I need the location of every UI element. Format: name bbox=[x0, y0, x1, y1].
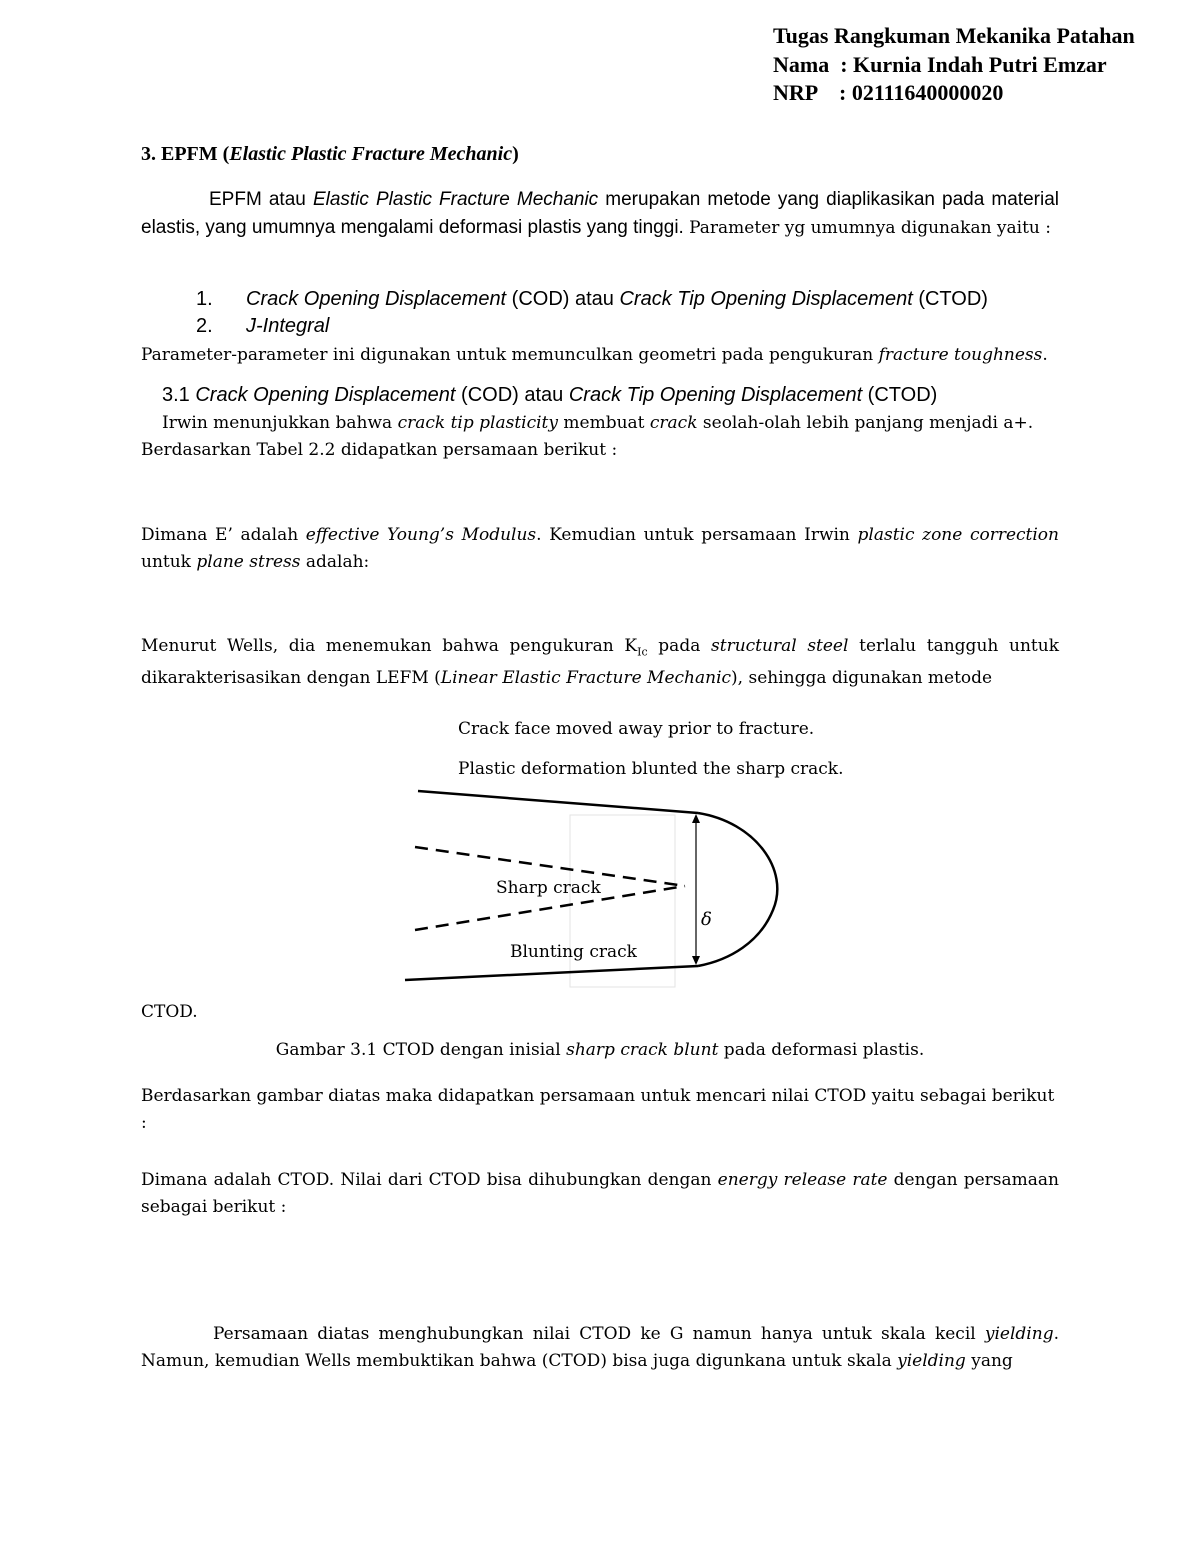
dimana1-text-4: adalah: bbox=[300, 552, 370, 572]
list-item-1 bbox=[196, 288, 988, 311]
header-nrp: NRP : 02111640000020 bbox=[773, 80, 1004, 105]
dimana1-text-2: . Kemudian untuk persamaan Irwin bbox=[536, 525, 858, 545]
wells-text-1: Menurut Wells, dia menemukan bahwa pengukuran K bbox=[141, 636, 638, 656]
dimana2-text-1: Dimana adalah CTOD. Nilai dari CTOD bisa dihubungkan dengan bbox=[141, 1170, 718, 1190]
upper-crack-face bbox=[418, 791, 698, 813]
intro-text-3: Parameter yg umumnya digunakan yaitu : bbox=[689, 218, 1052, 238]
dimana1-italic-2: plastic zone correction bbox=[857, 525, 1059, 545]
dimana2-text-2: dengan persamaan sebagai berikut : bbox=[141, 1170, 1059, 1217]
list-text-2: (CTOD) bbox=[912, 288, 988, 310]
params-text: Parameter-parameter ini digunakan untuk memunculkan geometri pada pengukuran bbox=[141, 345, 879, 365]
list-item-2 bbox=[196, 315, 329, 338]
last-text-2: . Namun, kemudian Wells membuktikan bahwa (CTOD) bisa juga digunkana untuk skala bbox=[141, 1324, 1059, 1371]
intro-text-2: merupakan metode yang diaplikasikan pada material elastis, yang umumnya mengalami deformasi plastis yang tinggi. bbox=[141, 189, 1059, 238]
wells-paragraph bbox=[141, 633, 1059, 692]
dimana1-text-1: Dimana E’ adalah bbox=[141, 525, 306, 545]
caption-text-2: pada deformasi plastis. bbox=[718, 1040, 925, 1060]
figure-label-blunt: Blunting crack bbox=[510, 942, 637, 962]
subsection-heading bbox=[162, 384, 937, 407]
wells-text-4: ), sehingga digunakan metode bbox=[731, 668, 993, 689]
section-close: ) bbox=[512, 143, 519, 165]
wells-text-3: terlalu tangguh untuk dikarakterisasikan dengan LEFM ( bbox=[141, 636, 1059, 689]
list-num: 1. bbox=[196, 288, 213, 310]
irwin-line-2: Berdasarkan Tabel 2.2 didapatkan persamaan berikut : bbox=[141, 440, 618, 460]
last-paragraph bbox=[141, 1321, 1059, 1375]
wells-italic-1: structural steel bbox=[711, 636, 849, 656]
irwin-paragraph bbox=[141, 410, 1059, 464]
subsection-text-2: (COD) atau bbox=[455, 384, 569, 406]
wells-italic-2: Linear Elastic Fracture Mechanic bbox=[440, 668, 732, 689]
last-italic-2: yielding bbox=[897, 1351, 966, 1371]
figure-label-delta: δ bbox=[701, 909, 712, 930]
dimana1-text-3: untuk bbox=[141, 552, 197, 572]
ctod-word: CTOD. bbox=[141, 1002, 198, 1022]
irwin-text-2: membuat bbox=[557, 413, 650, 433]
intro-text-1: EPFM atau bbox=[209, 189, 313, 210]
params-italic: fracture toughness bbox=[878, 345, 1043, 365]
header-block bbox=[773, 22, 1135, 108]
dimana1-italic-1: effective Young’s Modulus bbox=[305, 525, 537, 545]
blunted-crack-tip bbox=[698, 813, 777, 966]
figure-caption bbox=[141, 1040, 1059, 1060]
lower-crack-face bbox=[405, 966, 698, 980]
figure-label-top2: Plastic deformation blunted the sharp crack. bbox=[458, 759, 844, 779]
list-italic-1: J-Integral bbox=[246, 315, 330, 337]
subsection-text-3: (CTOD) bbox=[862, 384, 938, 406]
irwin-italic-1: crack tip plasticity bbox=[397, 413, 558, 433]
caption-italic: sharp crack blunt bbox=[566, 1040, 719, 1060]
irwin-line-1 bbox=[141, 410, 1059, 437]
list-text-1: (COD) atau bbox=[506, 288, 620, 310]
dimana1-italic-3: plane stress bbox=[196, 552, 301, 572]
params-line bbox=[141, 342, 1059, 369]
irwin-italic-2: crack bbox=[649, 413, 698, 433]
subsection-italic-2: Crack Tip Opening Displacement bbox=[568, 384, 863, 406]
irwin-text-3: seolah-olah lebih panjang menjadi a+. bbox=[697, 413, 1034, 433]
header-name: Nama : Kurnia Indah Putri Emzar bbox=[773, 51, 1107, 77]
last-text-1: Persamaan diatas menghubungkan nilai CTOD ke G namun hanya untuk skala kecil bbox=[213, 1324, 985, 1344]
list-num: 2. bbox=[196, 315, 213, 337]
wells-text-2: pada bbox=[647, 636, 712, 656]
last-italic-1: yielding bbox=[984, 1324, 1054, 1344]
subsection-italic-1: Crack Opening Displacement bbox=[195, 384, 456, 406]
section-number: 3. EPFM ( bbox=[141, 143, 230, 165]
list-italic-1: Crack Opening Displacement bbox=[246, 288, 507, 310]
figure-label-top1: Crack face moved away prior to fracture. bbox=[458, 719, 815, 739]
irwin-text-1: Irwin menunjukkan bahwa bbox=[162, 413, 398, 433]
subsection-num: 3.1 bbox=[162, 384, 196, 406]
ctod-figure bbox=[400, 710, 844, 995]
dimana2-italic: energy release rate bbox=[717, 1170, 888, 1190]
last-text-3: yang bbox=[965, 1351, 1013, 1371]
delta-arrow-up bbox=[692, 814, 700, 823]
list-italic-2: Crack Tip Opening Displacement bbox=[619, 288, 913, 310]
dimana-paragraph-1 bbox=[141, 522, 1059, 576]
params-end: . bbox=[1042, 345, 1048, 365]
caption-text-1: Gambar 3.1 CTOD dengan inisial bbox=[275, 1040, 567, 1060]
dimana-paragraph-2 bbox=[141, 1167, 1059, 1221]
intro-italic: Elastic Plastic Fracture Mechanic bbox=[312, 189, 599, 210]
header-title: Tugas Rangkuman Mekanika Patahan bbox=[773, 23, 1135, 48]
section-heading bbox=[141, 143, 519, 166]
berdasarkan-line: Berdasarkan gambar diatas maka didapatkan persamaan untuk mencari nilai CTOD yaitu sebagai berikut : bbox=[141, 1086, 1055, 1133]
intro-paragraph bbox=[141, 186, 1059, 242]
wells-subscript: Ic bbox=[637, 645, 648, 659]
delta-arrow-down bbox=[692, 956, 700, 965]
section-title: Elastic Plastic Fracture Mechanic bbox=[229, 143, 513, 165]
figure-label-sharp: Sharp crack bbox=[496, 878, 601, 898]
